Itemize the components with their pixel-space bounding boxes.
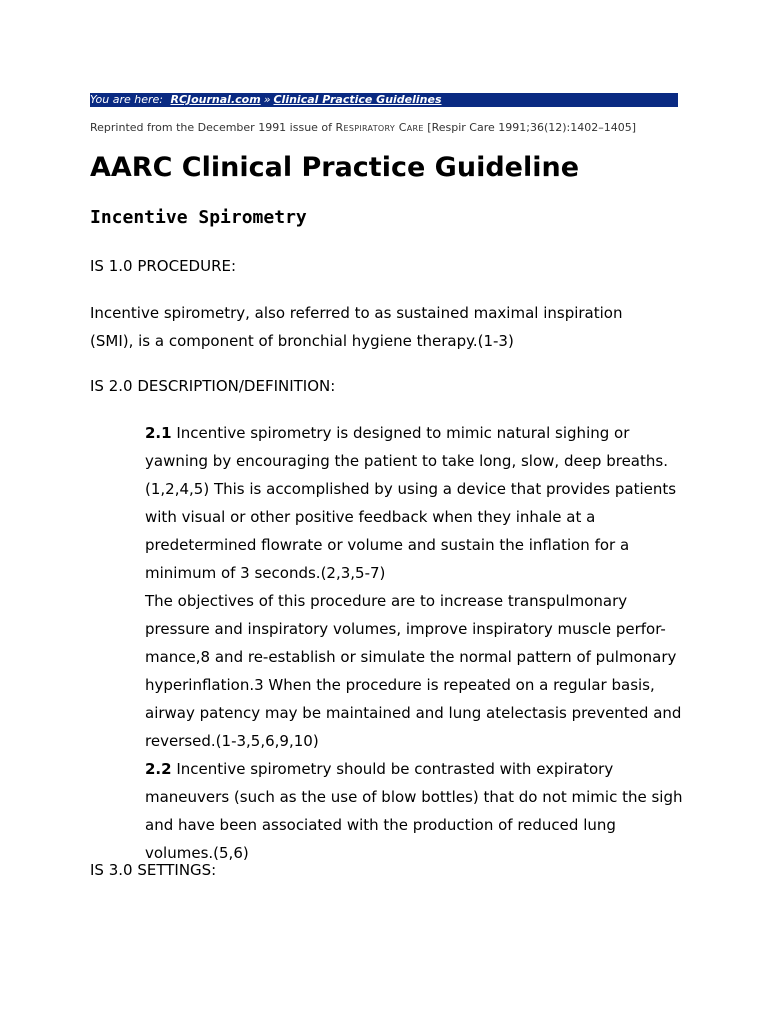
item-2-2 [145, 755, 685, 867]
citation: [Respir Care 1991;36(12):1402–1405] [427, 121, 637, 134]
item-text: Incentive spirometry is designed to mimic natural sighing or yawning by encouraging the patient to take long, slow, deep breaths.(1,2,4,5) This is accomplished by using a device that provides patients with visual or other positive feedback when they inhale at a predetermined flowrate or volume and sustain the inflation for a minimum of 3 seconds.(2,3,5-7) [145, 424, 677, 582]
item-2-1-continued: The objectives of this procedure are to increase transpulmonary pressure and inspiratory volumes, improve inspiratory muscle perfor-mance,8 and re-establish or simulate the normal pattern of pulmonary hyperinflation.3 When the procedure is repeated on a regular basis, airway patency may be maintained and lung atelectasis prevented and reversed.(1-3,5,6,9,10) [145, 592, 682, 750]
breadcrumb-link-guidelines[interactable]: Clinical Practice Guidelines [273, 93, 442, 106]
page-title: AARC Clinical Practice Guideline [90, 152, 580, 183]
description-items [145, 419, 685, 867]
item-text: Incentive spirometry should be contrasted with expiratory maneuvers (such as the use of blow bottles) that do not mimic the sigh and have been associated with the production of reduced lung volumes.(5,6) [145, 760, 683, 862]
section-heading-settings: IS 3.0 SETTINGS: [90, 861, 217, 879]
section-heading-description: IS 2.0 DESCRIPTION/DEFINITION: [90, 377, 336, 395]
reprint-text: Reprinted from the December 1991 issue of [90, 121, 333, 134]
breadcrumb-link-home[interactable]: RCJournal.com [170, 93, 261, 106]
procedure-paragraph: Incentive spirometry, also referred to as sustained maximal inspiration (SMI), is a component of bronchial hygiene therapy.(1-3) [90, 304, 623, 350]
item-2-1 [145, 419, 685, 587]
item-number: 2.1 [145, 424, 172, 442]
breadcrumb-separator: » [263, 93, 271, 106]
item-number: 2.2 [145, 760, 172, 778]
breadcrumb-prefix: You are here: [90, 93, 163, 106]
section-heading-procedure: IS 1.0 PROCEDURE: [90, 257, 237, 275]
page-subtitle: Incentive Spirometry [90, 207, 307, 228]
reprint-note [90, 121, 636, 135]
journal-name: Respiratory Care [335, 121, 424, 134]
breadcrumb [90, 93, 678, 107]
